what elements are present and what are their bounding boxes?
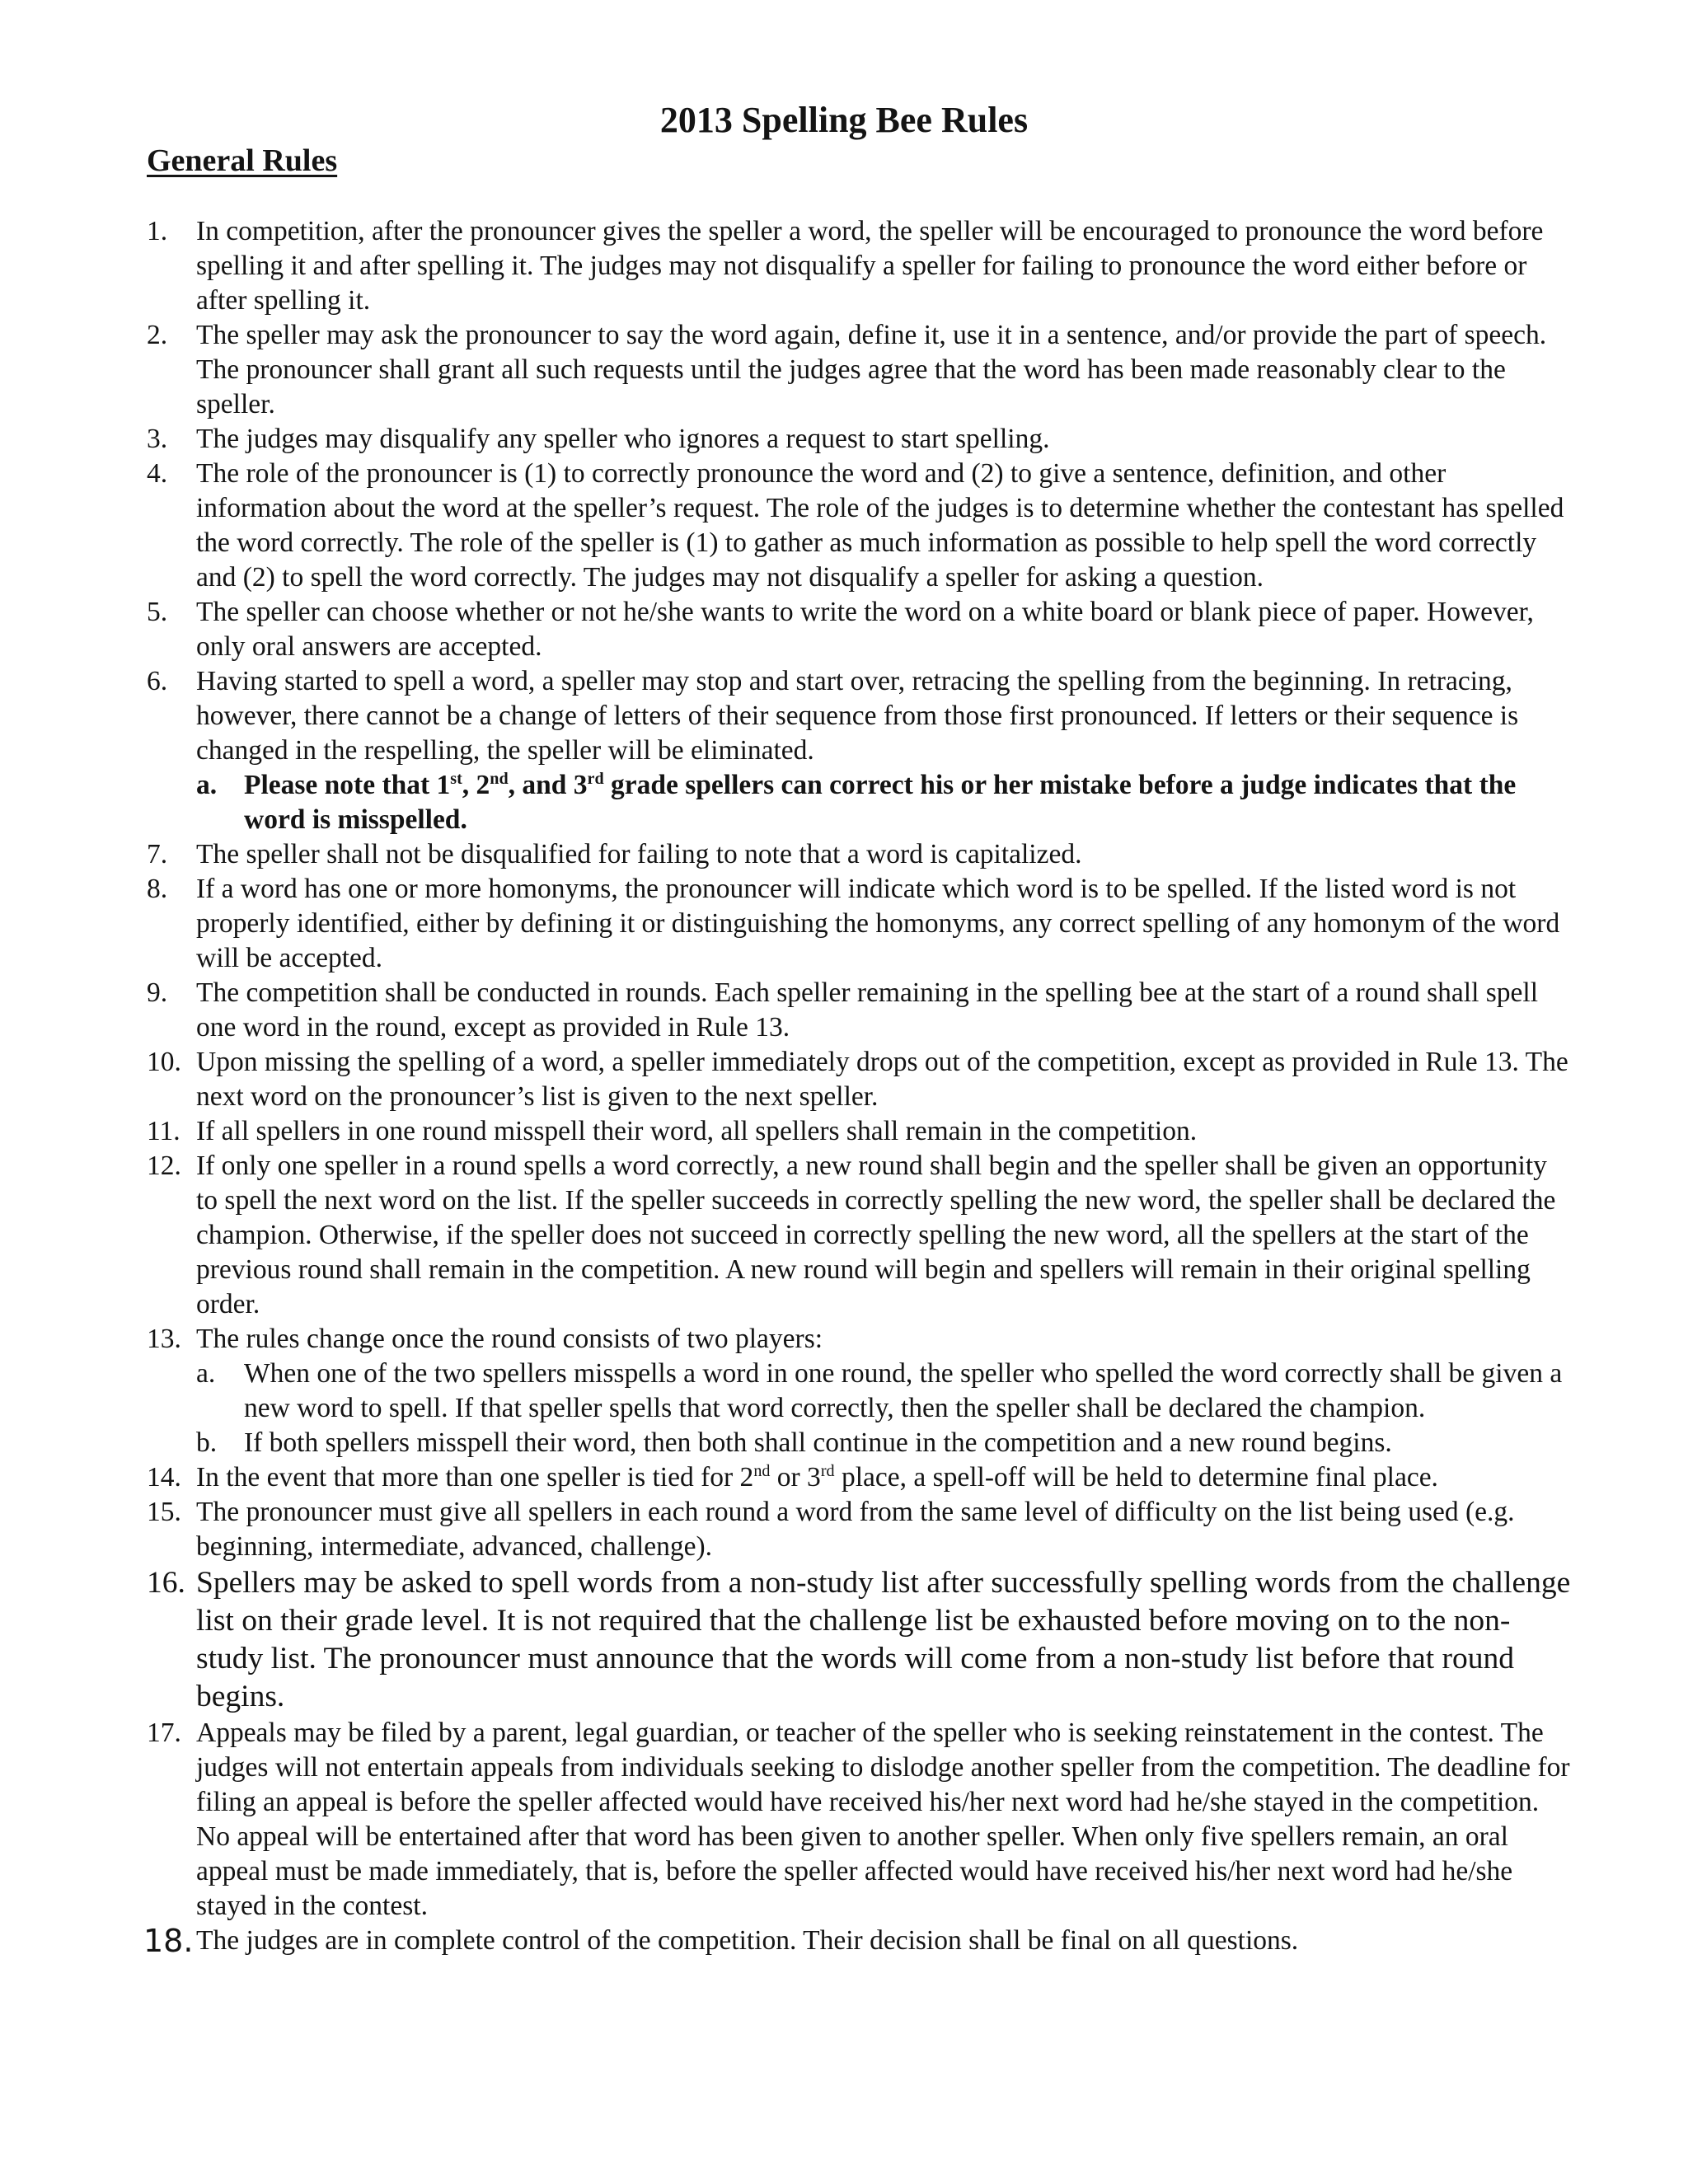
- rules-list: [143, 214, 1573, 1959]
- rule-number: 3.: [147, 424, 168, 454]
- rule-text: In competition, after the pronouncer gives the speller a word, the speller will be encouraged to pronounce the word before spelling it and after spelling it. The judges may not disqualify a speller for failing to pronounce the word either before or after spelling it.: [196, 216, 1544, 316]
- rule-number: 9.: [147, 977, 168, 1008]
- subitem-text: When one of the two spellers misspells a word in one round, the speller who spelled the word correctly shall be given a new word to spell. If that speller spells that word correctly, then the speller shall be declared the champion.: [244, 1358, 1563, 1423]
- rule-11: [147, 1114, 1573, 1149]
- rule-text: If all spellers in one round misspell their word, all spellers shall remain in the competition.: [196, 1116, 1198, 1146]
- rule-3: [147, 422, 1573, 457]
- rule-number: 15.: [147, 1497, 181, 1527]
- rule-14: [147, 1460, 1573, 1495]
- rule-text: The role of the pronouncer is (1) to correctly pronounce the word and (2) to give a sentence, definition, and other information about the word at the speller’s request. The role of the judges is to determine whether the contestant has spelled the word correctly. The role of the speller is (1) to gather as much information as possible to help spell the word correctly and (2) to spell the word correctly. The judges may not disqualify a speller for asking a question.: [196, 458, 1564, 593]
- rule-15: [147, 1495, 1573, 1564]
- rule-18: [143, 1923, 1573, 1959]
- rule-number: 17.: [147, 1718, 181, 1748]
- rule-text: The rules change once the round consists of two players:: [196, 1324, 823, 1354]
- rule-8: [147, 872, 1573, 976]
- rule-text: The competition shall be conducted in rounds. Each speller remaining in the spelling bee at the start of a round shall spell one word in the round, except as provided in Rule 13.: [196, 977, 1539, 1043]
- subitem-letter: a.: [196, 770, 218, 800]
- subitem-letter: b.: [196, 1427, 218, 1458]
- rule-13: [147, 1322, 1573, 1357]
- rule-10: [147, 1045, 1573, 1114]
- rule-text: Appeals may be filed by a parent, legal guardian, or teacher of the speller who is seeking reinstatement in the contest. The judges will not entertain appeals from individuals seeking to dislodge another speller from the competition. The deadline for filing an appeal is before the speller affected would have received his/her next word had he/she stayed in the competition. No appeal will be entertained after that word has been given to another speller. When only five spellers remain, an oral appeal must be made immediately, that is, before the speller affected would have received his/her next word had he/she stayed in the contest.: [196, 1718, 1570, 1921]
- rule-text: Spellers may be asked to spell words from a non-study list after successfully spelling words from the challenge list on their grade level. It is not required that the challenge list be exhausted before moving on to the non-study list. The pronouncer must announce that the words will come from a non-study list before that round begins.: [196, 1566, 1571, 1713]
- rule-9: [147, 976, 1573, 1045]
- rule-17: [147, 1716, 1573, 1924]
- page-title: 2013 Spelling Bee Rules: [659, 100, 1029, 140]
- rule-number: 16.: [147, 1566, 185, 1600]
- rule-6: [147, 664, 1573, 768]
- rule-number: 6.: [147, 666, 168, 696]
- subitem-letter: a.: [196, 1358, 216, 1389]
- rule-text: If only one speller in a round spells a word correctly, a new round shall begin and the speller shall be given an opportunity to spell the next word on the list. If the speller succeeds in correctly spelling the new word, the speller shall be declared the champion. Otherwise, if the speller does not succeed in correctly spelling the new word, all the spellers at the start of the previous round shall remain in the competition. A new round will begin and spellers will remain in their original spelling order.: [196, 1151, 1556, 1319]
- rule-text: The pronouncer must give all spellers in each round a word from the same level of difficulty on the list being used (e.g. beginning, intermediate, advanced, challenge).: [196, 1497, 1515, 1562]
- rule-number: 14.: [147, 1462, 181, 1493]
- rule-number: 12.: [147, 1151, 181, 1181]
- rule-text: The speller shall not be disqualified for failing to note that a word is capitalized.: [196, 839, 1082, 869]
- rule-16: [147, 1564, 1573, 1716]
- rule-1: [147, 214, 1573, 318]
- rule-4: [147, 457, 1573, 595]
- subitem-text: Please note that 1st, 2nd, and 3rd grade spellers can correct his or her mistake before a judge indicates that the word is misspelled.: [244, 769, 1517, 835]
- rule-text: The judges may disqualify any speller who ignores a request to start spelling.: [196, 424, 1050, 454]
- rule-number: 5.: [147, 597, 168, 627]
- rule-text: The speller may ask the pronouncer to say the word again, define it, use it in a sentence, and/or provide the part of speech. The pronouncer shall grant all such requests until the judges agree that the word has been made reasonably clear to the speller.: [196, 320, 1547, 419]
- rule-2: [147, 318, 1573, 422]
- rule-number: 10.: [147, 1047, 181, 1077]
- rule-number: 4.: [147, 458, 168, 489]
- subitem-text: If both spellers misspell their word, then both shall continue in the competition and a new round begins.: [244, 1427, 1392, 1458]
- rule-number: 2.: [147, 320, 168, 350]
- rule-text: Having started to spell a word, a speller may stop and start over, retracing the spelling from the beginning. In retracing, however, there cannot be a change of letters of their sequence from those first pronounced. If letters or their sequence is changed in the respelling, the speller will be eliminated.: [196, 666, 1519, 766]
- rule-5: [147, 595, 1573, 664]
- rule-number: 1.: [147, 216, 168, 246]
- rule-text: In the event that more than one speller is tied for 2nd or 3rd place, a spell-off will be held to determine final place.: [196, 1461, 1438, 1493]
- rule-number: 8.: [147, 874, 168, 904]
- rule-text: Upon missing the spelling of a word, a speller immediately drops out of the competition, except as provided in Rule 13. The next word on the pronouncer’s list is given to the next speller.: [196, 1047, 1568, 1112]
- rule-number: 7.: [147, 839, 168, 869]
- section-heading: General Rules: [147, 143, 338, 178]
- rule-text: If a word has one or more homonyms, the pronouncer will indicate which word is to be spelled. If the listed word is not properly identified, either by defining it or distinguishing the homonyms, any correct spelling of any homonym of the word will be accepted.: [196, 874, 1560, 973]
- rule-12: [147, 1149, 1573, 1322]
- rule-6-subitem-a: [147, 768, 1573, 837]
- rule-number: 11.: [147, 1116, 181, 1146]
- rule-number: 18.: [143, 1923, 194, 1959]
- rule-number: 13.: [147, 1324, 181, 1354]
- rule-13-subitem-a: [147, 1357, 1573, 1426]
- rule-7: [147, 837, 1573, 872]
- rule-13-subitem-b: [147, 1426, 1573, 1460]
- rule-text: The judges are in complete control of the competition. Their decision shall be final on all questions.: [196, 1925, 1299, 1956]
- rule-text: The speller can choose whether or not he/she wants to write the word on a white board or blank piece of paper. However, only oral answers are accepted.: [196, 597, 1534, 662]
